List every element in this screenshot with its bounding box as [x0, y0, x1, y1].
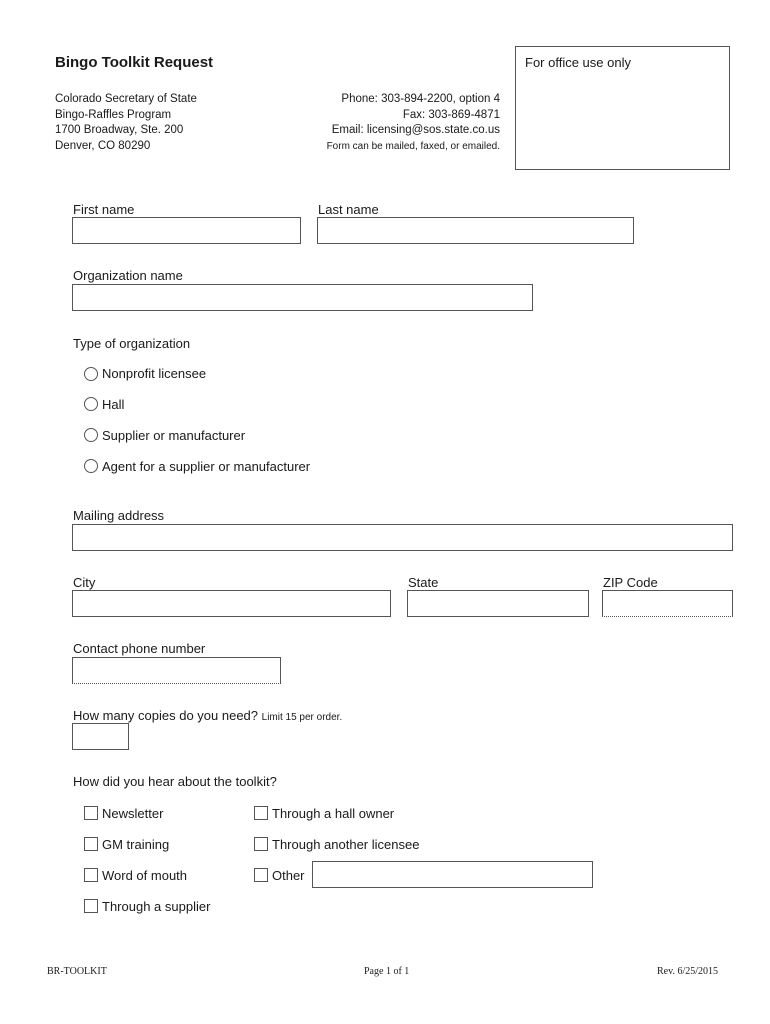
city-field[interactable]: [72, 590, 391, 617]
agent-radio[interactable]: [84, 459, 98, 473]
office-use-box: [515, 46, 730, 170]
last-name-label: Last name: [318, 202, 379, 217]
page-number: Page 1 of 1: [364, 966, 410, 977]
copies-label: [73, 708, 342, 723]
organization-name-field[interactable]: [72, 284, 533, 311]
contact-email: Email: licensing@sos.state.co.us: [331, 124, 500, 136]
agent-label: Agent for a supplier or manufacturer: [102, 459, 311, 474]
gm-training-label: GM training: [102, 837, 170, 852]
copies-limit-note: Limit 15 per order.: [261, 712, 343, 723]
other-label: Other: [272, 868, 305, 883]
page-title: Bingo Toolkit Request: [55, 54, 214, 71]
newsletter-checkbox[interactable]: [84, 806, 98, 820]
hall-label: Hall: [102, 397, 125, 412]
supplier-manufacturer-radio[interactable]: [84, 428, 98, 442]
gm-training-checkbox[interactable]: [84, 837, 98, 851]
revision-date: Rev. 6/25/2015: [656, 966, 718, 977]
supplier-manufacturer-label: Supplier or manufacturer: [102, 428, 246, 443]
mailing-address-field[interactable]: [72, 524, 733, 551]
last-name-field[interactable]: [317, 217, 634, 244]
contact-fax: Fax: 303-869-4871: [402, 108, 500, 121]
zip-field[interactable]: [602, 590, 733, 617]
organization-name-label: Organization name: [73, 268, 183, 283]
word-of-mouth-label: Word of mouth: [102, 868, 188, 883]
through-supplier-checkbox[interactable]: [84, 899, 98, 913]
copies-field[interactable]: [72, 723, 129, 750]
other-checkbox[interactable]: [254, 868, 268, 882]
contact-phone: Phone: 303-894-2200, option 4: [341, 93, 500, 105]
address-line: Bingo-Raffles Program: [55, 108, 172, 121]
zip-label: ZIP Code: [603, 575, 658, 590]
word-of-mouth-checkbox[interactable]: [84, 868, 98, 882]
state-field[interactable]: [407, 590, 589, 617]
another-licensee-checkbox[interactable]: [254, 837, 268, 851]
form-code: BR-TOOLKIT: [47, 966, 107, 977]
address-line: Colorado Secretary of State: [55, 93, 197, 105]
through-supplier-label: Through a supplier: [102, 899, 211, 914]
nonprofit-licensee-radio[interactable]: [84, 367, 98, 381]
hall-owner-label: Through a hall owner: [272, 806, 395, 821]
nonprofit-licensee-label: Nonprofit licensee: [102, 366, 207, 381]
phone-field[interactable]: [72, 657, 281, 684]
contact-note: Form can be mailed, faxed, or emailed.: [326, 140, 500, 152]
first-name-field[interactable]: [72, 217, 301, 244]
hall-owner-checkbox[interactable]: [254, 806, 268, 820]
state-label: State: [408, 575, 439, 590]
other-text-field[interactable]: [312, 861, 593, 888]
address-line: Denver, CO 80290: [55, 139, 151, 152]
phone-label: Contact phone number: [73, 641, 206, 656]
office-use-label: For office use only: [525, 55, 631, 70]
city-label: City: [73, 575, 96, 590]
agency-contact: [327, 92, 500, 154]
org-type-label: Type of organization: [73, 336, 191, 351]
copies-question: How many copies do you need?: [73, 708, 259, 723]
hall-radio[interactable]: [84, 397, 98, 411]
mailing-address-label: Mailing address: [73, 508, 165, 523]
first-name-label: First name: [73, 202, 135, 217]
address-line: 1700 Broadway, Ste. 200: [55, 124, 184, 136]
newsletter-label: Newsletter: [102, 806, 164, 821]
agency-address: [55, 92, 197, 154]
another-licensee-label: Through another licensee: [272, 837, 420, 852]
heard-label: How did you hear about the toolkit?: [73, 774, 277, 789]
